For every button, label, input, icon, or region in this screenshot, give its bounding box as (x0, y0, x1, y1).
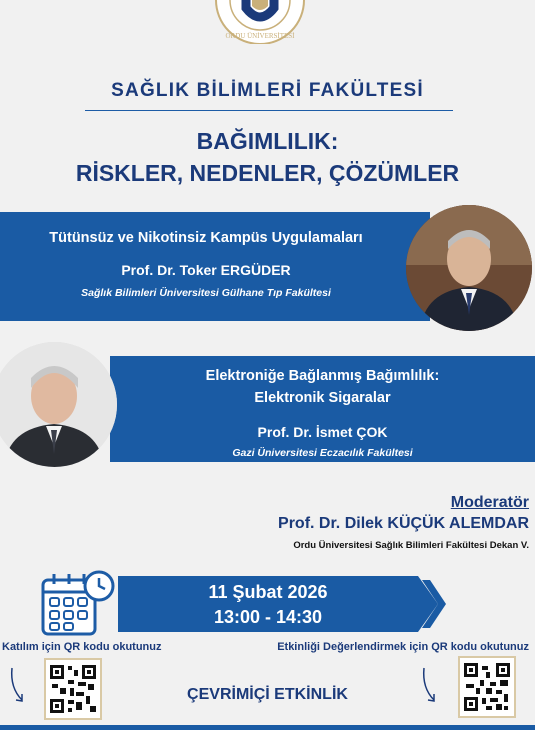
speaker-1-topic: Tütünsüz ve Nikotinsiz Kampüs Uygulamaları (49, 230, 363, 246)
qr-join-label: Katılım için QR kodu okutunuz (2, 641, 162, 653)
event-title-line2: RİSKLER, NEDENLER, ÇÖZÜMLER (75, 160, 460, 186)
bottom-bar (0, 725, 535, 730)
event-date: 11 Şubat 2026 (208, 582, 328, 602)
faculty-name: SAĞLIK BİLİMLERİ FAKÜLTESİ (111, 80, 424, 101)
qr-feedback-label: Etkinliği Değerlendirmek için QR kodu okutunuz (277, 641, 529, 653)
speaker-1-band (0, 212, 430, 321)
calendar-clock-icon (40, 570, 116, 638)
speaker-2-photo (0, 342, 117, 467)
speaker-1-name: Prof. Dr. Toker ERGÜDER (121, 262, 291, 278)
speaker-1-institution: Sağlık Bilimleri Üniversitesi Gülhane Tıp Fakültesi (81, 287, 331, 299)
event-title-line1: BAĞIMLILIK: (196, 128, 339, 154)
moderator-name: Prof. Dr. Dilek KÜÇÜK ALEMDAR (278, 515, 529, 532)
speaker-2-institution: Gazi Üniversitesi Eczacılık Fakültesi (232, 447, 413, 459)
speaker-1-photo (406, 205, 532, 331)
moderator-institution: Ordu Üniversitesi Sağlık Bilimleri Fakültesi Dekan V. (293, 540, 529, 551)
logo-text: ORDU ÜNİVERSİTESİ (225, 32, 295, 40)
divider (85, 110, 453, 111)
university-logo (212, 0, 308, 44)
speaker-2-topic-line2: Elektronik Sigaralar (254, 390, 391, 406)
online-event-label: ÇEVRİMİÇİ ETKİNLİK (187, 686, 348, 703)
moderator-label: Moderatör (450, 494, 529, 511)
speaker-2-band (110, 356, 535, 462)
speaker-2-topic-line1: Elektroniğe Bağlanmış Bağımlılık: (205, 368, 440, 384)
speaker-2-name: Prof. Dr. İsmet ÇOK (257, 424, 388, 440)
event-time: 13:00 - 14:30 (213, 607, 323, 627)
